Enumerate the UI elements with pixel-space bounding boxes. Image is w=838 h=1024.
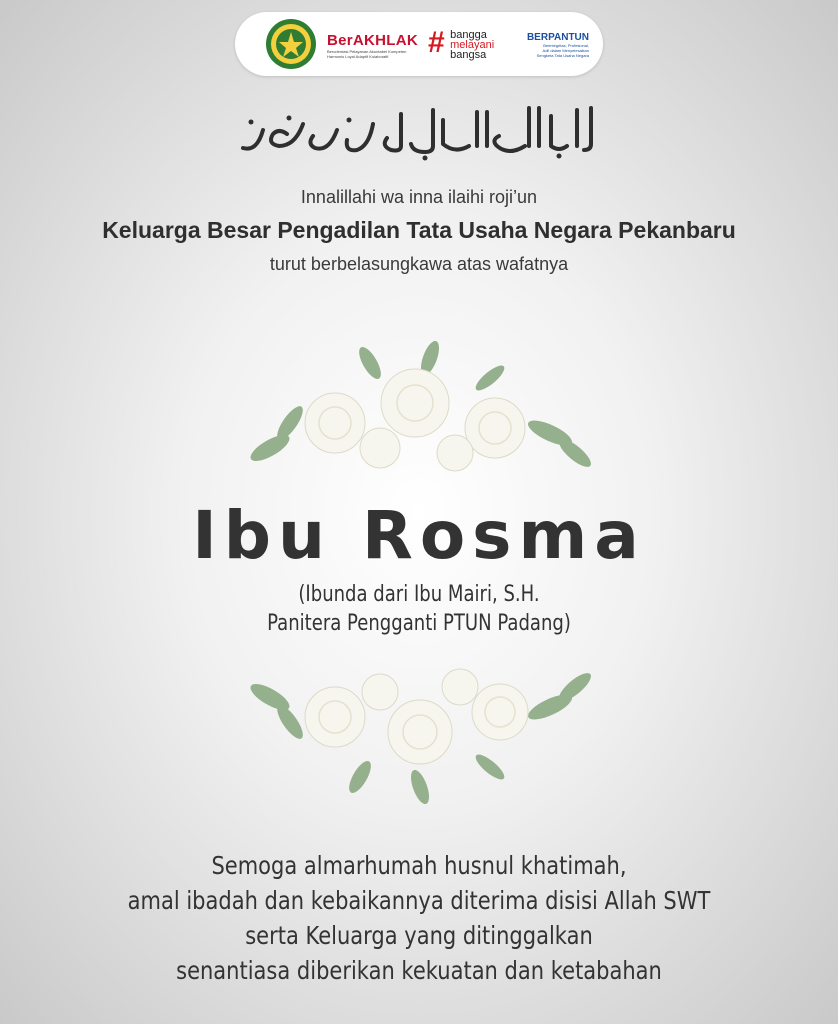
arabic-calligraphy-icon [229, 100, 609, 162]
condolence-phrase: turut berbelasungkawa atas wafatnya [269, 254, 569, 274]
prayer-line-4: senantiasa diberikan kekuatan dan ketabahan [176, 956, 662, 985]
family-name-heading: Keluarga Besar Pengadilan Tata Usaha Negara Pekanbaru [102, 217, 736, 243]
logo-bar [235, 12, 603, 76]
arabic-calligraphy [0, 100, 838, 167]
deceased-name: Ibu Rosma [192, 497, 646, 574]
relation-line-1: (Ibunda dari Ibu Mairi, S.H. [298, 582, 540, 607]
berpantun-line-2: Adil dalam Menyelesaikan [542, 48, 589, 53]
opening-phrase: Innalillahi wa inna ilaihi roji’un [300, 187, 538, 207]
floral-decoration-bottom-icon [230, 652, 610, 812]
bangga-word-1: bangga [450, 29, 487, 41]
court-emblem-icon [265, 18, 317, 70]
hash-icon: # [428, 26, 445, 59]
bangga-melayani-logo [428, 28, 494, 60]
floral-decoration-top-icon [230, 328, 610, 488]
bangga-word-3: bangsa [450, 49, 487, 61]
berakhlak-subtitle: Berorientasi Pelayanan Akuntabel Kompeten Harmonis Loyal Adaptif Kolaboratif [327, 49, 407, 59]
berpantun-line-1: Berintegritas, Profesional, [543, 43, 589, 48]
prayer-line-3: serta Keluarga yang ditinggalkan [245, 921, 593, 950]
berpantun-line-3: Sengketa Tata Usaha Negara [536, 53, 589, 58]
prayer-line-2: amal ibadah dan kebaikannya diterima disisi Allah SWT [127, 886, 711, 915]
deceased-relation [75, 580, 762, 638]
prayer-text [67, 848, 771, 988]
relation-line-2: Panitera Pengganti PTUN Padang) [267, 611, 571, 636]
berakhlak-title: BerAKHLAK [327, 32, 419, 49]
berpantun-title: BERPANTUN [526, 32, 589, 43]
bangga-word-2: melayani [450, 39, 495, 51]
berakhlak-logo [327, 32, 422, 59]
prayer-line-1: Semoga almarhumah husnul khatimah, [211, 851, 627, 880]
berpantun-logo [501, 32, 589, 58]
